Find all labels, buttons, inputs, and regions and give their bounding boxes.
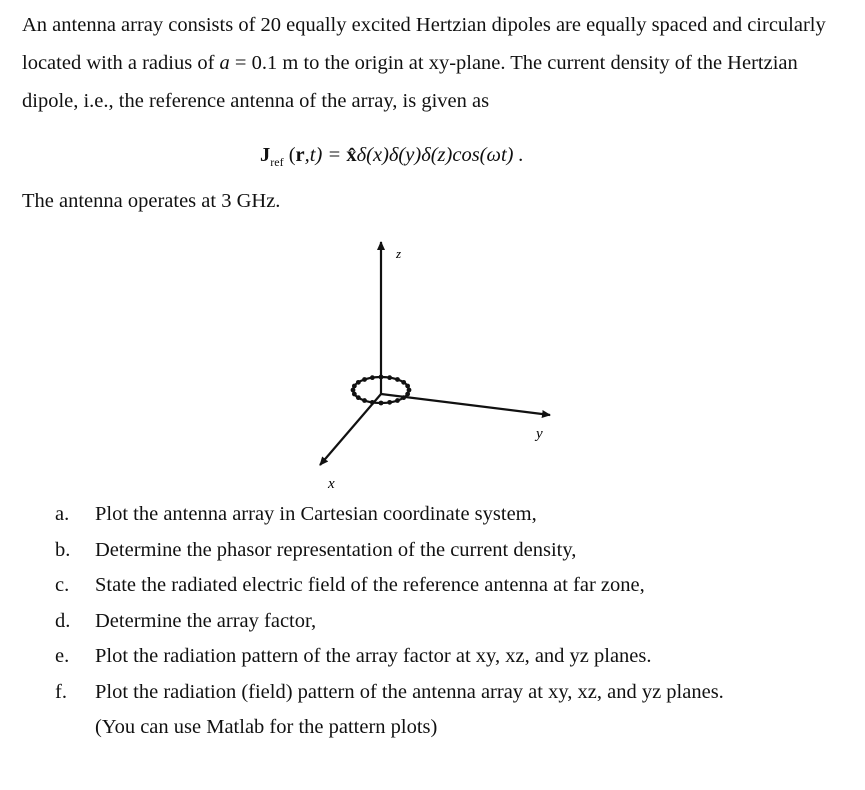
z-axis-label: z <box>396 246 402 261</box>
y-axis <box>381 394 550 415</box>
current-density-equation <box>260 138 524 179</box>
operating-frequency-text: The antenna operates at 3 GHz. <box>22 190 281 212</box>
task-item <box>55 533 724 569</box>
task-marker: e. <box>55 645 70 667</box>
intro-text-1: An antenna array consists of 20 equally excited Hertzian dipoles are equally spaced and circularly located with a radius of <box>22 14 826 74</box>
task-item <box>55 639 724 675</box>
dipole-element <box>387 400 392 405</box>
task-marker: b. <box>55 538 71 561</box>
eq-xhat: x̂ <box>346 144 357 166</box>
dipole-element <box>395 398 400 403</box>
task-item <box>55 604 724 640</box>
dipole-element <box>405 384 410 389</box>
problem-intro <box>22 6 852 120</box>
circular-array-diagram <box>310 236 570 496</box>
task-marker: c. <box>55 574 70 596</box>
dipole-element <box>356 395 361 400</box>
task-note-text: (You can use Matlab for the pattern plots) <box>95 716 438 738</box>
task-marker: d. <box>55 609 71 632</box>
eq-args: ,t) = <box>304 144 347 166</box>
task-item <box>55 497 724 533</box>
y-axis-label: y <box>536 426 543 442</box>
dipole-element <box>362 398 367 403</box>
eq-rhs: δ(x)δ(y)δ(z)cos(ωt) . <box>356 144 524 166</box>
dipole-element <box>401 395 406 400</box>
eq-r: r <box>295 144 305 166</box>
eq-open: ( <box>283 144 296 166</box>
task-text: Plot the radiation (field) pattern of the antenna array at xy, xz, and yz planes. <box>95 680 724 703</box>
task-text: Plot the radiation pattern of the array factor at xy, xz, and yz planes. <box>95 645 652 667</box>
radius-value: = 0.1 m <box>229 52 299 74</box>
task-marker: f. <box>55 680 67 703</box>
dipole-element <box>401 380 406 385</box>
task-text: Plot the antenna array in Cartesian coordinate system, <box>95 503 537 525</box>
dipole-element <box>370 375 375 380</box>
task-item <box>55 568 724 604</box>
dipole-element <box>370 400 375 405</box>
eq-sub: ref <box>270 155 284 170</box>
x-axis-label: x <box>328 476 335 492</box>
dipole-element <box>405 392 410 397</box>
task-text: Determine the array factor, <box>95 609 317 632</box>
dipole-element <box>387 375 392 380</box>
dipole-element <box>356 380 361 385</box>
radius-symbol: a <box>219 52 230 74</box>
dipole-element <box>395 377 400 382</box>
dipole-element <box>379 401 384 406</box>
task-text: Determine the phasor representation of the current density, <box>95 538 577 561</box>
eq-J: J <box>260 144 271 166</box>
task-list <box>55 497 724 746</box>
task-note <box>55 710 724 746</box>
dipole-element <box>362 377 367 382</box>
dipole-element <box>379 375 384 380</box>
task-marker: a. <box>55 503 70 525</box>
dipole-element <box>352 384 357 389</box>
task-item <box>55 675 724 711</box>
task-text: State the radiated electric field of the reference antenna at far zone, <box>95 574 645 596</box>
intro-text-2: to the origin at xy-plane. The current density of the Hertzian dipole, i.e., the reference antenna of the array, is given as <box>22 52 798 112</box>
